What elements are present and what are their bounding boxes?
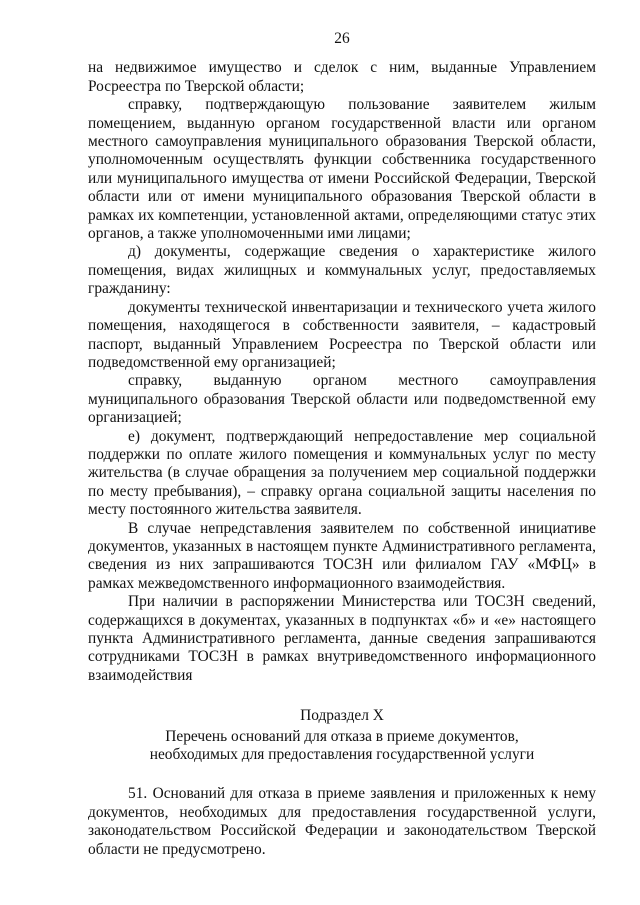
paragraph: справку, выданную органом местного самоуправления муниципального образования Тверской области или подведомственной ему организацией; — [88, 372, 596, 427]
paragraph: справку, подтверждающую пользование заявителем жилым помещением, выданную органом государственной власти или органом местного самоуправления муниципального образования Тверской области, уполномоченным осуществлять функции собственника государственного или муниципального имущества от имени Российской Федерации, Тверской области или от имени муниципального образования Тверской области в рамках их компетенции, установленной актами, определяющими статус этих органов, а также уполномоченными ими лицами; — [88, 96, 596, 243]
paragraph: В случае непредставления заявителем по собственной инициативе документов, указанных в настоящем пункте Административного регламента, сведения из них запрашиваются ТОСЗН или филиалом ГАУ «МФЦ» в рамках межведомственного информационного взаимодействия. — [88, 519, 596, 592]
page-number: 26 — [334, 30, 350, 47]
subsection-heading — [88, 707, 596, 764]
paragraph: на недвижимое имущество и сделок с ним, выданные Управлением Росреестра по Тверской области; — [88, 59, 596, 95]
paragraph: документы технической инвентаризации и технического учета жилого помещения, находящегося в собственности заявителя, – кадастровый паспорт, выданный Управлением Росреестра по Тверской области или подведомственной ему организацией; — [88, 298, 596, 371]
paragraph: д) документы, содержащие сведения о характеристике жилого помещения, видах жилищных и коммунальных услуг, предоставляемых гражданину: — [88, 243, 596, 298]
final-paragraph: 51. Оснований для отказа в приеме заявления и приложенных к нему документов, необходимых для предоставления государственной услуги, законодательством Российской Федерации и законодательством Тверской области не предусмотрено. — [88, 785, 596, 858]
subsection-title: Подраздел X — [300, 707, 384, 725]
subsection-subtitle-line-1: Перечень оснований для отказа в приеме документов, — [165, 727, 519, 745]
subsection-subtitle-line-2: необходимых для предоставления государственной услуги — [149, 746, 535, 764]
paragraph: е) документ, подтверждающий непредоставление мер социальной поддержки по оплате жилого помещения и коммунальных услуг по месту жительства (в случае обращения за получением мер социальной поддержки по месту пребывания), – справку органа социальной защиты населения по месту постоянного жительства заявителя. — [88, 427, 596, 519]
paragraph: При наличии в распоряжении Министерства или ТОСЗН сведений, содержащихся в документах, указанных в подпунктах «б» и «е» настоящего пункта Административного регламента, данные сведения запрашиваются сотрудниками ТОСЗН в рамках внутриведомственного информационного взаимодействия — [88, 593, 596, 684]
